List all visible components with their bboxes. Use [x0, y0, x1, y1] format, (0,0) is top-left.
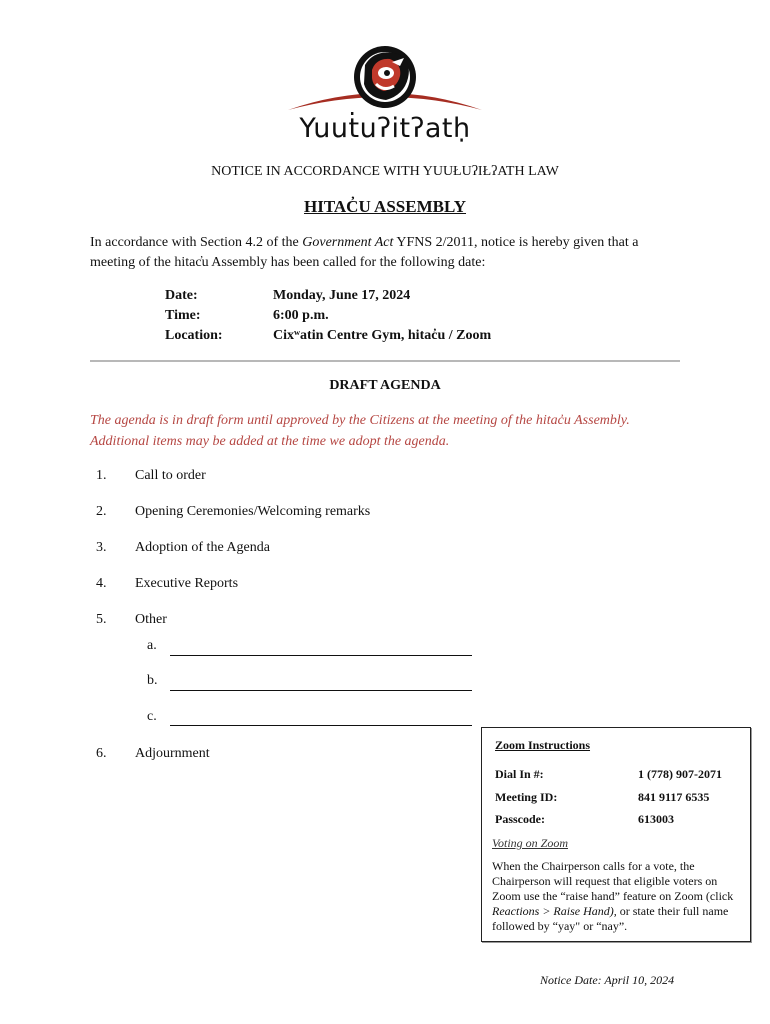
meeting-location-label: Location: [165, 328, 223, 343]
assembly-title: HITAC̓U ASSEMBLY [303, 197, 467, 216]
agenda-item-text: Adoption of the Agenda [135, 540, 270, 555]
voting-text-end: or state their full name followed by “yay" or “nay”. [492, 904, 729, 933]
zoom-dial-in-label: Dial In #: [495, 767, 544, 781]
agenda-item-text: Adjournment [135, 746, 210, 761]
meeting-time-label: Time: [165, 308, 201, 323]
agenda-item-number: 6. [96, 746, 107, 761]
agenda-item-number: 1. [96, 468, 107, 483]
voting-text-start: When the Chairperson calls for a vote, the Chairperson will request that eligible voters on Zoom use the “raise hand” feature on Zoom (click [492, 859, 734, 903]
intro-text-start: In accordance with Section 4.2 of the [90, 235, 303, 250]
zoom-instructions-box [481, 727, 751, 942]
meeting-location-value: Cixʷatin Centre Gym, hitac̓u / Zoom [273, 328, 492, 343]
agenda-item-text: Opening Ceremonies/Welcoming remarks [135, 504, 371, 519]
agenda-item-text: Executive Reports [135, 576, 239, 591]
meeting-date-label: Date: [165, 288, 198, 303]
sub-item-letter: c. [147, 709, 157, 724]
nation-wordmark: Yuuṫuʔitʔatḥ [299, 113, 471, 144]
agenda-item-number: 3. [96, 540, 107, 555]
meeting-time-value: 6:00 p.m. [273, 308, 329, 323]
zoom-passcode-value: 613003 [638, 812, 674, 826]
sub-item-letter: a. [147, 638, 157, 653]
zoom-passcode-label: Passcode: [495, 812, 545, 826]
voting-on-zoom-heading: Voting on Zoom [492, 836, 569, 850]
agenda-item-number: 5. [96, 612, 107, 627]
voting-menu-path: Reactions > Raise Hand), [492, 904, 617, 918]
notice-heading: NOTICE IN ACCORDANCE WITH YUUŁUʔIŁʔATH LAW [211, 164, 559, 179]
meeting-date-row [165, 288, 410, 304]
sub-item-blank-line [170, 690, 472, 691]
agenda-item-number: 4. [96, 576, 107, 591]
intro-paragraph [90, 233, 680, 273]
intro-text-end: YFNS 2/2011, notice is hereby given that a meeting of the hitac̓u Assembly has been called for the following date: [90, 235, 639, 270]
sub-item-blank-line [170, 655, 472, 656]
agenda-item-text: Call to order [135, 468, 206, 483]
act-name: Government Act [302, 235, 394, 250]
zoom-meeting-id-label: Meeting ID: [495, 790, 558, 804]
section-divider [90, 360, 680, 362]
sub-item-blank-line [170, 725, 472, 726]
agenda-item-number: 2. [96, 504, 107, 519]
draft-note: The agenda is in draft form until approved by the Citizens at the meeting of the hitac̓u Assembly. Additional items may be added at the time we adopt the agenda. [90, 413, 630, 449]
meeting-location-row [165, 328, 491, 344]
sub-item-letter: b. [147, 673, 158, 688]
agenda-item-text: Other [135, 612, 167, 627]
zoom-meeting-id-value: 841 9117 6535 [638, 790, 710, 804]
agenda-title: DRAFT AGENDA [329, 378, 441, 393]
voting-instructions [492, 859, 742, 934]
meeting-date-value: Monday, June 17, 2024 [273, 288, 411, 303]
zoom-instructions-title: Zoom Instructions [495, 738, 591, 752]
notice-date: Notice Date: April 10, 2024 [540, 973, 675, 987]
zoom-dial-in-value: 1 (778) 907-2071 [638, 767, 722, 781]
meeting-time-row [165, 308, 329, 324]
